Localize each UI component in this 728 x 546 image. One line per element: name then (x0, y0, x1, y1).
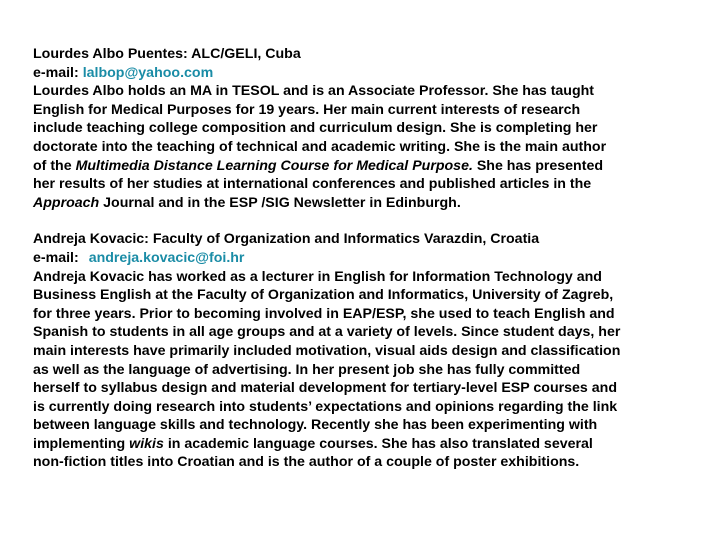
bio-text: implementing (33, 435, 130, 452)
bio-text: Journal and in the ESP /SIG Newsletter in Edinburgh. (99, 194, 461, 211)
email-row (33, 64, 723, 83)
bio-text-line: English for Medical Purposes for 19 years. Her main current interests of research (33, 101, 581, 118)
bio-text-line: doctorate into the teaching of technical and academic writing. She is the main author (33, 138, 607, 155)
email-link[interactable]: lalbop@yahoo.com (82, 64, 214, 81)
bio-text: of the (33, 157, 76, 174)
bio-text-line: main interests have primarily included motivation, visual aids design and classification (33, 342, 621, 359)
bio-text-line: include teaching college composition and curriculum design. She is completing her (33, 120, 598, 137)
course-title: Multimedia Distance Learning Course for Medical Purpose. (75, 157, 473, 174)
email-row (33, 249, 723, 268)
bio-text-line: as well as the language of advertising. In her present job she has fully committed (33, 361, 581, 378)
bio-text-line (33, 435, 723, 454)
bio-text-line: is currently doing research into students’ expectations and opinions regarding the link (33, 398, 618, 415)
bio-heading: Lourdes Albo Puentes: ALC/GELI, Cuba (33, 46, 301, 62)
bio-lourdes-albo (33, 45, 723, 212)
bio-text: in academic language courses. She has also translated several (163, 435, 593, 452)
bio-text-line: herself to syllabus design and material development for tertiary-level ESP courses and (33, 380, 617, 397)
email-label: e-mail: (33, 64, 79, 81)
bio-text-line (33, 157, 723, 176)
journal-title: Approach (33, 194, 100, 211)
bio-text-line: Spanish to students in all age groups and at a variety of levels. Since student days, her (33, 324, 621, 341)
document-page (33, 45, 723, 472)
wikis-term: wikis (129, 435, 164, 452)
bio-text-line: Lourdes Albo holds an MA in TESOL and is an Associate Professor. She has taught (33, 83, 595, 100)
email-label: e-mail: (33, 249, 79, 266)
bio-text-line: between language skills and technology. Recently she has been experimenting with (33, 417, 598, 434)
bio-text-line: Andreja Kovacic has worked as a lecturer in English for Information Technology and (33, 268, 602, 285)
bio-andreja-kovacic (33, 230, 723, 472)
bio-heading: Andreja Kovacic: Faculty of Organization and Informatics Varazdin, Croatia (33, 231, 540, 248)
bio-text-line (33, 194, 723, 213)
email-link[interactable]: andreja.kovacic@foi.hr (88, 249, 245, 266)
bio-text-line: for three years. Prior to becoming involved in EAP/ESP, she used to teach English and (33, 305, 615, 322)
bio-text-line: non-fiction titles into Croatian and is the author of a couple of poster exhibitions. (33, 454, 580, 471)
bio-text-line: her results of her studies at international conferences and published articles in the (33, 176, 592, 193)
bio-text: She has presented (472, 157, 604, 174)
bio-text-line: Business English at the Faculty of Organization and Informatics, University of Zagreb, (33, 287, 614, 304)
